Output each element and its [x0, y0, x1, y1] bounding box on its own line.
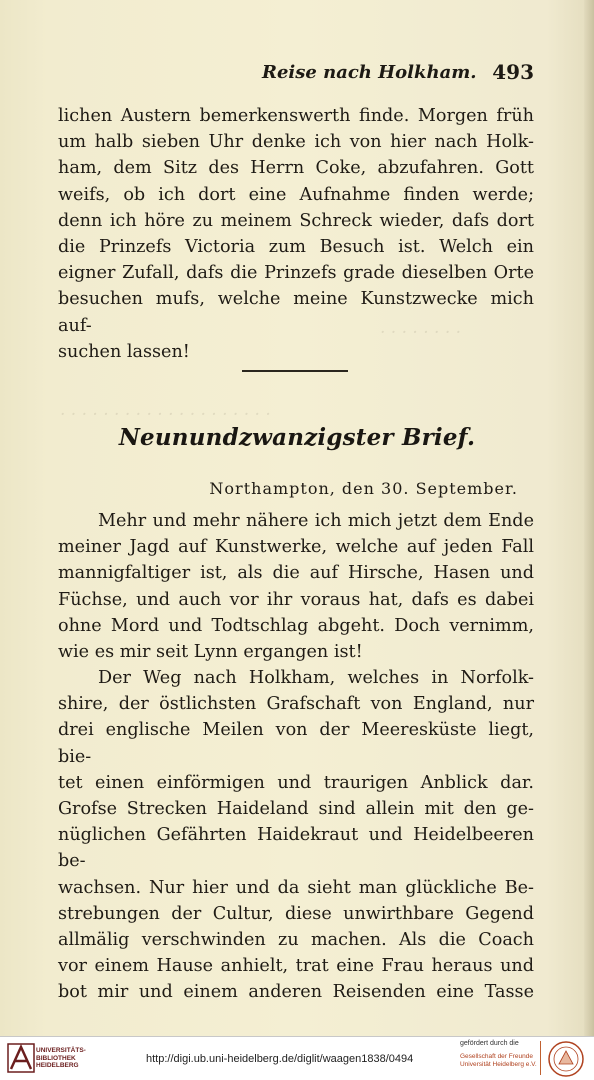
text-line: tet einen einförmigen und traurigen Anblick dar.: [58, 772, 534, 793]
text-line: vor einem Hause anhielt, trat eine Frau heraus und: [58, 956, 534, 977]
digitization-footer: [0, 1036, 594, 1080]
paragraph-3: [58, 665, 534, 1006]
show-through-smudge: . . . . . . . . . . . . . . . . . . . .: [60, 400, 271, 420]
text-line: eigner Zufall, dafs die Prinzefs grade dieselben Orte: [58, 263, 534, 284]
sponsor-line: Universität Heidelberg e.V.: [460, 1060, 537, 1068]
section-divider-rule: [242, 370, 348, 372]
page-edge-shadow: [584, 0, 594, 1036]
text-line: besuchen mufs, welche meine Kunstzwecke mich auf-: [58, 289, 534, 336]
running-head-title: Reise nach Holkham.: [262, 62, 477, 83]
text-line: drei englische Meilen von der Meeresküste liegt, bie-: [58, 720, 534, 767]
text-line: weifs, ob ich dort eine Aufnahme finden werde;: [58, 184, 534, 205]
page-number: 493: [492, 60, 534, 84]
sponsor-divider: [540, 1041, 541, 1075]
text-line: Mehr und mehr nähere ich mich jetzt dem Ende: [98, 511, 534, 531]
text-line: meiner Jagd auf Kunstwerke, welche auf jeden Fall: [58, 537, 534, 558]
logo-line: UNIVERSITÄTS-: [36, 1047, 86, 1054]
text-line: nüglichen Gefährten Haidekraut und Heidelbeeren be-: [58, 825, 534, 872]
text-line: mannigfaltiger ist, als die auf Hirsche, Hasen und: [58, 563, 534, 584]
text-line: ohne Mord und Todtschlag abgeht. Doch vernimm,: [58, 615, 534, 636]
text-line: die Prinzefs Victoria zum Besuch ist. Welch ein: [58, 237, 534, 258]
logo-line: BIBLIOTHEK: [36, 1054, 76, 1062]
text-line: ham, dem Sitz des Herrn Coke, abzufahren. Gott: [58, 158, 534, 179]
text-line: suchen lassen!: [58, 341, 190, 362]
text-line: Füchse, und auch vor ihr voraus hat, dafs es dabei: [58, 589, 534, 610]
university-library-logo-icon: [7, 1043, 35, 1073]
text-line: wachsen. Nur hier und da sieht man glückliche Be-: [58, 877, 534, 898]
text-line: wie es mir seit Lynn ergangen ist!: [58, 642, 363, 663]
text-line: shire, der östlichsten Grafschaft von England, nur: [58, 694, 534, 715]
text-line: lichen Austern bemerkenswerth finde. Morgen früh: [58, 106, 534, 126]
text-line: strebungen der Cultur, diese unwirthbare Gegend: [58, 903, 534, 924]
logo-line: HEIDELBERG: [36, 1062, 79, 1069]
sponsor-name: [460, 1053, 537, 1068]
show-through-smudge: . . . . . . . .: [380, 318, 462, 338]
paragraph-2: [58, 508, 534, 665]
letter-heading: Neunundzwanzigster Brief.: [118, 424, 476, 451]
text-line: denn ich höre zu meinem Schreck wieder, dafs dort: [58, 210, 534, 231]
digital-copy-link[interactable]: http://digi.ub.uni-heidelberg.de/diglit/waagen1838/0494: [146, 1053, 414, 1065]
university-seal-icon: [547, 1040, 585, 1078]
sponsor-line: Gesellschaft der Freunde: [460, 1053, 533, 1060]
text-line: um halb sieben Uhr denke ich von hier nach Holk-: [58, 132, 534, 153]
text-line: Der Weg nach Holkham, welches in Norfolk-: [98, 668, 534, 688]
text-line: Grofse Strecken Haideland sind allein mit den ge-: [58, 799, 534, 820]
text-line: allmälig verschwinden zu machen. Als die Coach: [58, 930, 534, 951]
library-logo-text: [36, 1047, 86, 1070]
sponsor-label: gefördert durch die: [460, 1040, 519, 1047]
running-head: [60, 62, 534, 86]
dateline: Northampton, den 30. September.: [209, 479, 518, 498]
paragraph-1: [58, 103, 534, 365]
text-line: bot mir und einem anderen Reisenden eine Tasse: [58, 982, 534, 1003]
